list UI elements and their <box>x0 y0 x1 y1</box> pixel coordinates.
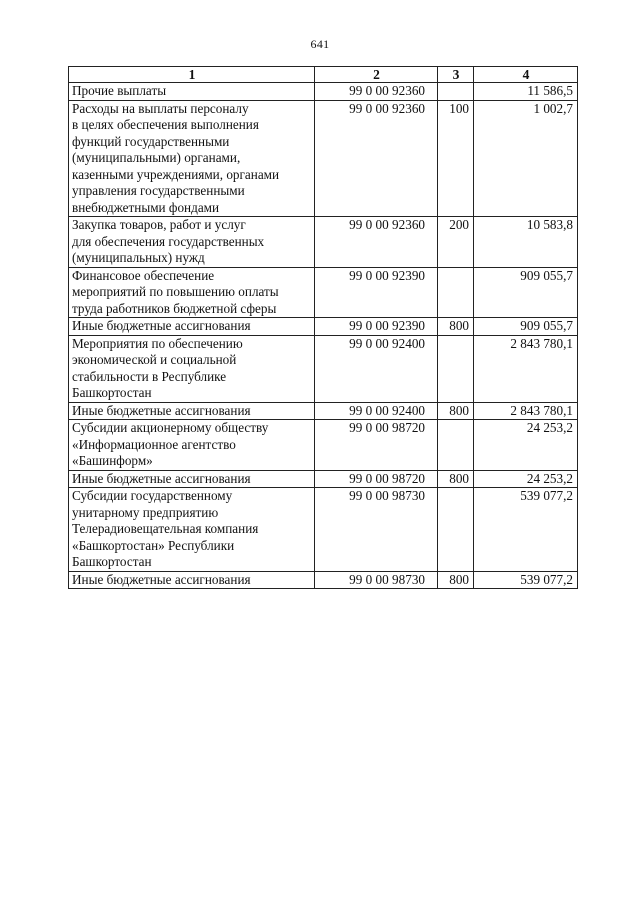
row-code: 99 0 00 98730 <box>315 488 438 572</box>
row-type: 800 <box>438 571 474 589</box>
row-type: 100 <box>438 100 474 217</box>
header-col-type: 3 <box>438 67 474 83</box>
row-name: Финансовое обеспечение мероприятий по повышению оплаты труда работников бюджетной сферы <box>69 267 315 318</box>
row-name: Иные бюджетные ассигнования <box>69 402 315 420</box>
table-row <box>69 83 578 101</box>
row-amount: 1 002,7 <box>474 100 578 217</box>
row-amount: 24 253,2 <box>474 420 578 471</box>
row-amount: 909 055,7 <box>474 318 578 336</box>
page-number: 641 <box>310 37 330 51</box>
table-row <box>69 402 578 420</box>
table-header <box>69 67 578 83</box>
header-col-code: 2 <box>315 67 438 83</box>
header-col-name: 1 <box>69 67 315 83</box>
row-code: 99 0 00 92400 <box>315 335 438 402</box>
row-code: 99 0 00 98720 <box>315 470 438 488</box>
table-body <box>69 83 578 589</box>
row-name: Мероприятия по обеспечению экономической и социальной стабильности в Республике Башкортостан <box>69 335 315 402</box>
row-amount: 539 077,2 <box>474 488 578 572</box>
row-code: 99 0 00 92360 <box>315 83 438 101</box>
row-amount: 2 843 780,1 <box>474 402 578 420</box>
table-row <box>69 318 578 336</box>
row-amount: 24 253,2 <box>474 470 578 488</box>
row-name: Субсидии государственному унитарному предприятию Телерадиовещательная компания «Башкортостан» Республики Башкортостан <box>69 488 315 572</box>
row-name: Прочие выплаты <box>69 83 315 101</box>
row-amount: 11 586,5 <box>474 83 578 101</box>
budget-table-container <box>68 66 578 589</box>
row-code: 99 0 00 92360 <box>315 217 438 268</box>
table-row <box>69 100 578 217</box>
row-amount: 10 583,8 <box>474 217 578 268</box>
row-amount: 539 077,2 <box>474 571 578 589</box>
row-amount: 909 055,7 <box>474 267 578 318</box>
row-type: 800 <box>438 318 474 336</box>
row-type <box>438 83 474 101</box>
row-type: 800 <box>438 402 474 420</box>
row-name: Иные бюджетные ассигнования <box>69 571 315 589</box>
table-row <box>69 217 578 268</box>
row-code: 99 0 00 92360 <box>315 100 438 217</box>
row-amount: 2 843 780,1 <box>474 335 578 402</box>
row-type <box>438 488 474 572</box>
row-type: 200 <box>438 217 474 268</box>
row-type <box>438 420 474 471</box>
row-code: 99 0 00 92400 <box>315 402 438 420</box>
row-code: 99 0 00 92390 <box>315 267 438 318</box>
table-row <box>69 267 578 318</box>
row-type <box>438 267 474 318</box>
row-code: 99 0 00 98730 <box>315 571 438 589</box>
budget-table <box>68 66 578 589</box>
row-type: 800 <box>438 470 474 488</box>
table-row <box>69 470 578 488</box>
header-col-amount: 4 <box>474 67 578 83</box>
table-row <box>69 488 578 572</box>
table-row <box>69 420 578 471</box>
row-name: Иные бюджетные ассигнования <box>69 470 315 488</box>
table-row <box>69 571 578 589</box>
row-code: 99 0 00 92390 <box>315 318 438 336</box>
table-row <box>69 335 578 402</box>
row-type <box>438 335 474 402</box>
row-name: Расходы на выплаты персоналу в целях обеспечения выполнения функций государственными (муниципальными) органами, казенными учреждениями, органами управления государственными внебюджетными фондами <box>69 100 315 217</box>
row-code: 99 0 00 98720 <box>315 420 438 471</box>
row-name: Закупка товаров, работ и услуг для обеспечения государственных (муниципальных) нужд <box>69 217 315 268</box>
row-name: Иные бюджетные ассигнования <box>69 318 315 336</box>
row-name: Субсидии акционерному обществу «Информационное агентство «Башинформ» <box>69 420 315 471</box>
header-row <box>69 67 578 83</box>
